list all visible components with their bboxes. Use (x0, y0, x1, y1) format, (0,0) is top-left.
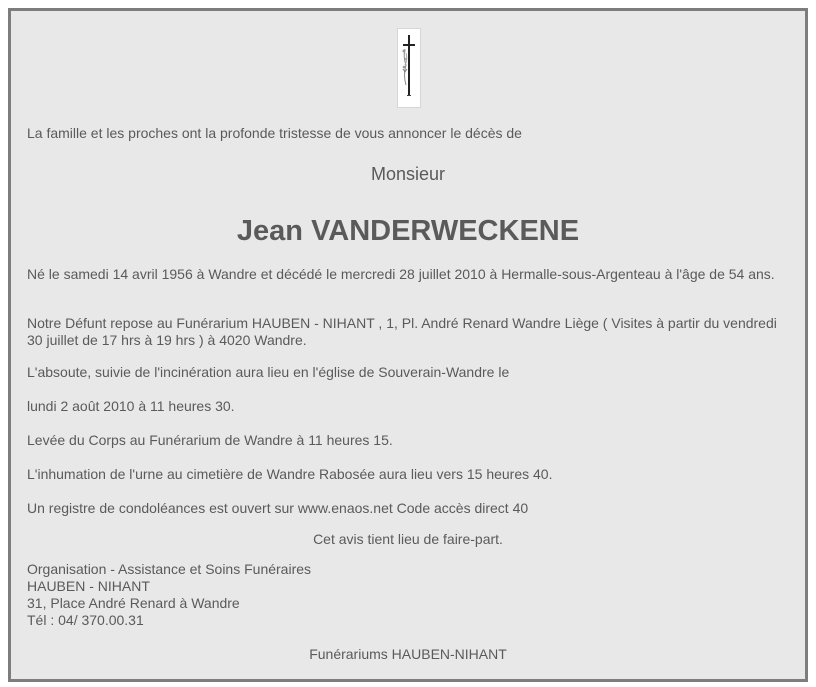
faire-part-text: Cet avis tient lieu de faire-part. (313, 531, 503, 547)
service-date-text: lundi 2 août 2010 à 11 heures 30. (27, 398, 235, 414)
service-text: L'absoute, suivie de l'incinération aura lieu en l'église de Souverain-Wandre le (27, 364, 510, 380)
registry-text: Un registre de condoléances est ouvert sur www.enaos.net Code accès direct 40 (27, 500, 529, 516)
organisation-phone: Tél : 04/ 370.00.31 (27, 612, 144, 628)
birth-death-text: Né le samedi 14 avril 1956 à Wandre et décédé le mercredi 28 juillet 2010 à Hermalle-sous-Argenteau à l'âge de 54 ans. (27, 266, 775, 282)
deceased-name: Jean VANDERWECKENE (236, 215, 580, 247)
intro-text: La famille et les proches ont la profonde tristesse de vous annoncer le décès de (27, 125, 522, 141)
cross-with-flowers-icon (397, 28, 421, 108)
footer-signature: Funérariums HAUBEN-NIHANT (309, 646, 507, 662)
civility-title: Monsieur (370, 164, 446, 184)
obituary-notice (8, 8, 808, 682)
organisation-name: HAUBEN - NIHANT (27, 578, 150, 594)
levee-text: Levée du Corps au Funérarium de Wandre à 11 heures 15. (27, 432, 393, 448)
organisation-address: 31, Place André Renard à Wandre (27, 595, 240, 611)
organisation-line: Organisation - Assistance et Soins Funéraires (27, 561, 312, 577)
organisation-block (27, 561, 311, 629)
visitation-text: Notre Défunt repose au Funérarium HAUBEN - NIHANT , 1, Pl. André Renard Wandre Liège ( Visites à partir du vendredi 30 juillet de 17 hrs à 19 hrs ) à 4020 Wandre. (27, 315, 777, 348)
inhumation-text: L'inhumation de l'urne au cimetière de Wandre Rabosée aura lieu vers 15 heures 40. (27, 466, 553, 482)
